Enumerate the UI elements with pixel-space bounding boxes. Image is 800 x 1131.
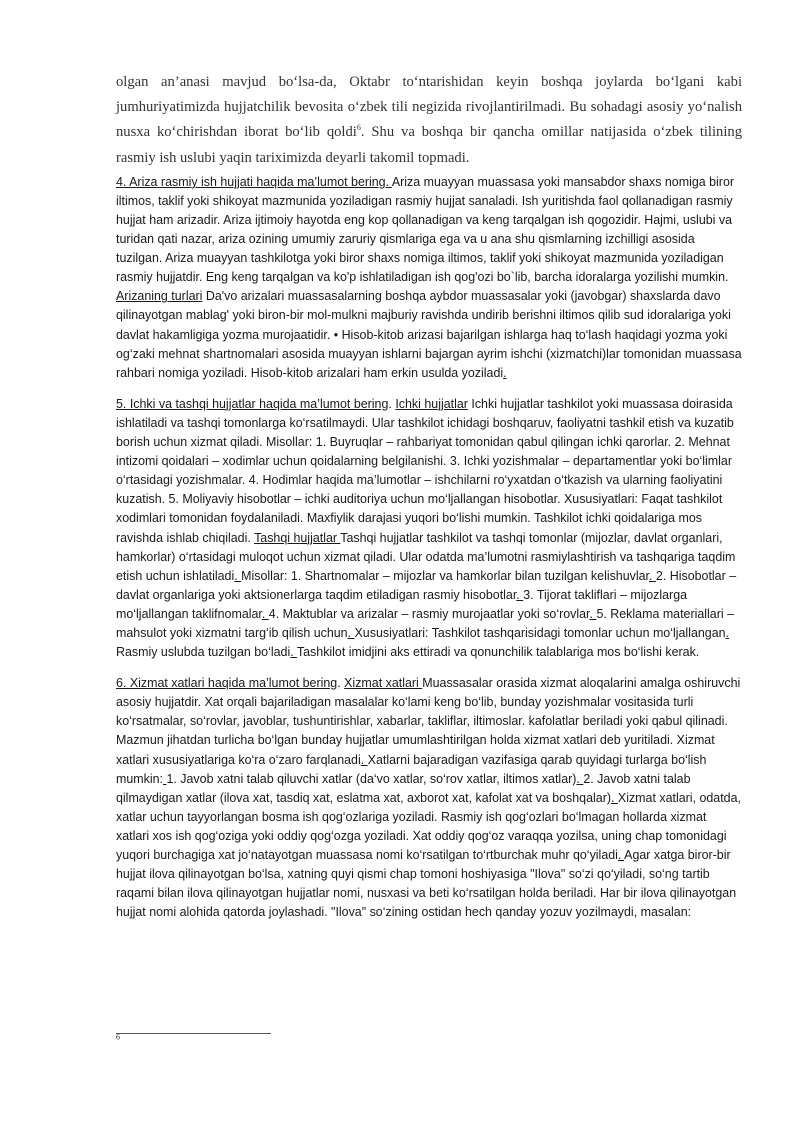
- dot: .: [347, 625, 355, 640]
- dot: .: [589, 606, 597, 621]
- section-5-body-7: 5. Reklama materiallari – mahsulot yoki xizmatni targ‘ib qilish uchun: [116, 606, 735, 640]
- dot: .: [725, 625, 730, 640]
- section-6-body-2: Xatlarni bajaradigan vazifasiga qarab quyidagi turlarga bo‘lish mumkin:: [116, 752, 707, 786]
- section-4-paragraph: [116, 173, 742, 383]
- dot: .: [610, 790, 618, 805]
- section-5-body-2: Tashqi hujjatlar tashkilot va tashqi tomonlar (mijozlar, davlat organlari, hamkorlar) o‘rtasidagi muloqot uchun xizmat qiladi. Ular odatda ma’lumotni rasmiylashtirish va tashqariga taqdim etish uchun ishlatiladi: [116, 530, 736, 583]
- section-5-paragraph: [116, 395, 742, 662]
- footnote-separator: [116, 1033, 271, 1034]
- section-5-subheading-external: Tashqi hujjatlar: [254, 530, 341, 545]
- section-5-dot: .: [388, 396, 396, 411]
- dot: .: [360, 752, 368, 767]
- section-6-body: Muassasalar orasida xizmat aloqalarini amalga oshiruvchi asosiy hujjatdir. Xat orqali bajariladigan masalalar ko‘lami keng bo‘lib, bunday yozishmalar vositasida turli ko‘rsatmalar, so‘rovlar, javoblar, tushuntirishlar, xabarlar, takliflar, iltimoslar. kafolatlar beriladi yoki qabul qilinadi. Mazmun jihatdan turlicha bo‘lgan bunday hujjatlar umumlashtirilgan holda xizmat xatlari deb yuritiladi. Xizmat xatlari xususiyatlariga ko‘ra o‘zaro farqlanadi: [116, 676, 741, 767]
- footnote: [116, 1032, 120, 1045]
- section-4-subheading: Arizaning turlari: [116, 289, 203, 304]
- dot: .: [576, 771, 584, 786]
- footnote-reference: 6: [356, 123, 361, 133]
- section-6-body-6: Agar xatga biror-bir hujjat ilova qilinayotgan bo‘lsa, xatning quyi qismi chap tomoni hoshiyasiga "Ilova" so‘zi qo‘yiladi, so‘ng tartib raqami bilan ilova qilinayotgan hujjatlar nomi, nusxasi va beti ko‘rsatilgan holda beriladi. Har bir ilova qilinayotgan hujjat nomi alohida qatorda joylashadi. "Ilova" so‘zining ostidan hech qanday yozuv yozilmaydi, masalan:: [116, 848, 737, 920]
- section-5-body-9: Rasmiy uslubda tuzilgan bo‘ladi: [116, 645, 291, 660]
- section-6-paragraph: [116, 674, 742, 922]
- section-5-body-10: Tashkilot imidjini aks ettiradi va qonunchilik talablariga mos bo‘lishi kerak.: [296, 645, 700, 660]
- document-page: [116, 70, 742, 922]
- section-5-body: Ichki hujjatlar tashkilot yoki muassasa doirasida ishlatiladi va tashqi tomonlarga ko‘rsatilmaydi. Ular tashkilot ichidagi boshqaruv, faoliyatni tashkil etish va kuzatib borish uchun xizmat qiladi. Misollar: 1. Buyruqlar – rahbariyat tomonidan qabul qilingan ichki qarorlar. 2. Mehnat intizomi qoidalari – xodimlar uchun qoidalarning belgilanishi. 3. Ichki yozishmalar – departamentlar yoki bo‘limlar o‘rtasidagi yozishmalar. 4. Hodimlar haqida ma’lumotlar – ishchilarni ro‘yxatdan o‘tkazish va ularning faoliyatini kuzatish. 5. Moliyaviy hisobotlar – ichki auditoriya uchun mo‘ljallangan hisobotlar. Xususiyatlari: Faqat tashkilot xodimlari tomonidan foydalaniladi. Maxfiylik darajasi yuqori bo‘lishi mumkin. Tashkilot ichki qoidalariga mos ravishda ishlab chiqiladi.: [116, 396, 734, 545]
- section-5-subheading-internal: Ichki hujjatlar: [395, 396, 468, 411]
- section-5-heading: 5. Ichki va tashqi hujjatlar haqida ma’lumot bering: [116, 396, 389, 411]
- section-6-subheading: Xizmat xatlari: [344, 676, 423, 691]
- dot: .: [234, 568, 242, 583]
- section-4-heading: 4. Ariza rasmiy ish hujjati haqida ma’lumot bering.: [116, 174, 392, 189]
- dot: .: [261, 606, 269, 621]
- section-5-body-4: 2. Hisobotlar – davlat organlariga yoki aktsionerlarga taqdim etiladigan rasmiy hisobotlar: [116, 568, 737, 602]
- section-6-heading: 6. Xizmat xatlari haqida ma’lumot bering: [116, 676, 338, 691]
- dot: .: [516, 587, 524, 602]
- section-5-body-8: Xususiyatlari: Tashkilot tashqarisidagi tomonlar uchun mo‘ljallangan: [354, 625, 726, 640]
- section-6-dot: .: [337, 676, 345, 691]
- section-6-body-3: 1. Javob xatni talab qiluvchi xatlar (da‘vo xatlar, so‘rov xatlar, iltimos xatlar): [166, 771, 577, 786]
- section-6-body-4: 2. Javob xatni talab qilmaydigan xatlar (ilova xat, tasdiq xat, eslatma xat, axborot xat, kafolat xat va boshqalar): [116, 771, 691, 805]
- footnote-mark: 6: [116, 1032, 120, 1042]
- section-4-end: .: [503, 365, 507, 380]
- dot: .: [649, 568, 656, 583]
- intro-paragraph: [116, 70, 742, 171]
- section-4-body: Ariza muayyan muassasa yoki mansabdor shaxs nomiga biror iltimos, taklif yoki shikoyat mazmunida yoziladigan rasmiy hujjat sanaladi. Ish yuritishda faol qollanadigan rasmiy hujjat ham arizadir. Ariza ijtimoiy hayotda eng kop qollanadigan va keng tarqalgan ish qogozidir. Hajmi, uslubi va turidan qati nazar, ariza ozining umumiy zaruriy qismlariga ega va u ana shu qismlarning izchilligi asosida tuzilgan. Ariza muayyan tashkilotga yoki biror shaxs nomiga iltimos, taklif yoki shikoyat mazmunida yoziladigan rasmiy hujjatdir. Eng keng tarqalgan va ko'p ishlatiladigan ish qog'ozi bo`lib, barcha idoralarga yozilishi mumkin.: [116, 174, 735, 285]
- intro-text-end: . Shu va boshqa bir qancha omillar natijasida o‘zbek tilining rasmiy ish uslubi yaqin tariximizda deyarli takomil topmadi.: [116, 124, 742, 166]
- section-6-body-5: Xizmat xatlari, odatda, xatlar uchun tayyorlangan bosma ish qog‘ozlariga yoziladi. Rasmiy ish qog‘ozlari bo‘lmagan hollarda xizmat xatlari xos ish qog‘oziga yoki oddiy qog‘ozga yoziladi. Xat oddiy qog‘oz varaqqa yozilsa, uning chap tomonidagi yuqori burchagiga xat jo‘natayotgan muassasa nomi ko‘rsatilgan to‘rtburchak muhr qo‘yiladi: [116, 790, 741, 862]
- dot: .: [290, 645, 297, 660]
- section-4-body-cont: Da'vo arizalari muassasalarning boshqa aybdor muassasalar yoki (javobgar) shaxslarda davo qilinayotgan mablag' yoki biron-bir mol-mulkni majburiy ravishda undirib berishni iltimos qilib sud idoralariga yoki davlat hakamligiga yozma murojaatidir. • Hisob-kitob arizasi bajarilgan ishlarga haq to‘lash haqidagi yozma yoki og‘zaki mehnat shartnomalari asosida muayyan ishlarni bajargan ayrim ishchi (xizmatchi)lar tomonidan muassasa rahbari nomiga yoziladi. Hisob-kitob arizalari ham erkin usulda yoziladi: [116, 289, 742, 380]
- section-5-body-6: 4. Maktublar va arizalar – rasmiy murojaatlar yoki so‘rovlar: [268, 606, 590, 621]
- dot: .: [617, 848, 625, 862]
- intro-text: olgan an’anasi mavjud bo‘lsa-da, Oktabr to‘ntarishidan keyin boshqa joylarda bo‘lgani kabi jumhuriyatimizda hujjatchilik bevosita o‘zbek tili negizida rivojlantirilmadi. Bu sohadagi asosiy yo‘nalish nusxa ko‘chirishdan iborat bo‘lib qoldi: [116, 74, 742, 141]
- section-5-body-5: 3. Tijorat takliflari – mijozlarga mo‘ljallangan taklifnomalar: [116, 587, 688, 621]
- section-5-body-3: Misollar: 1. Shartnomalar – mijozlar va hamkorlar bilan tuzilgan kelishuvlar: [241, 568, 649, 583]
